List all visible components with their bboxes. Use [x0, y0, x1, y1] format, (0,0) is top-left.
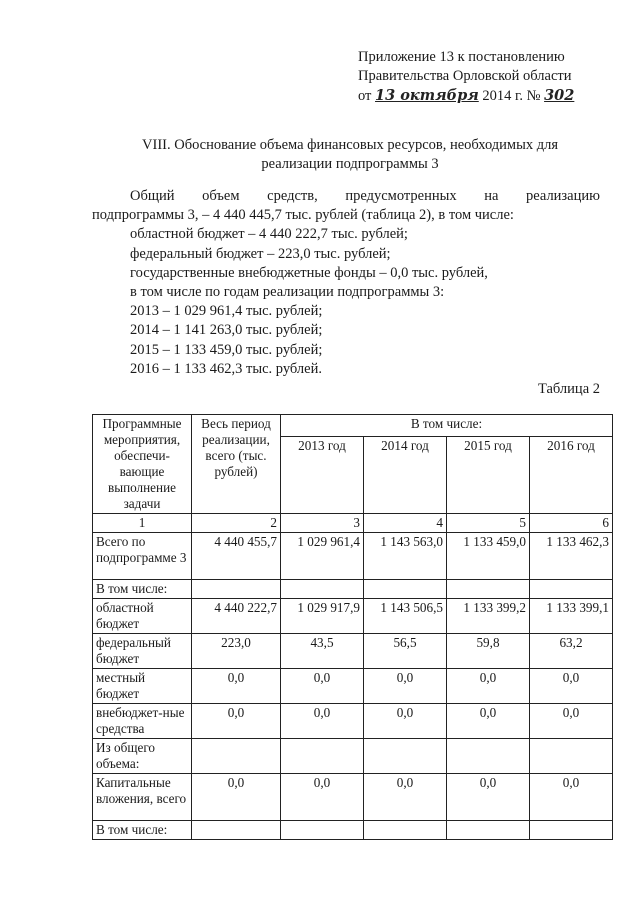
row-name: Капитальные вложения, всего — [93, 774, 192, 821]
body-line: 2016 – 1 133 462,3 тыс. рублей. — [130, 360, 322, 377]
row-2016: 0,0 — [530, 669, 613, 704]
col-number: 5 — [447, 514, 530, 533]
row-2015: 1 133 459,0 — [447, 533, 530, 580]
row-2016: 0,0 — [530, 704, 613, 739]
body-line: 2013 – 1 029 961,4 тыс. рублей; — [130, 303, 323, 320]
table-row — [93, 599, 613, 634]
body-line: областной бюджет – 4 440 222,7 тыс. рублей; — [130, 226, 408, 243]
row-name: федеральный бюджет — [93, 634, 192, 669]
table-number-row — [93, 514, 613, 533]
col-number: 1 — [93, 514, 192, 533]
col-number: 2 — [192, 514, 281, 533]
row-2016: 0,0 — [530, 774, 613, 821]
row-name: областной бюджет — [93, 599, 192, 634]
section-title-line-1: VIII. Обоснование объема финансовых ресурсов, необходимых для — [142, 137, 558, 153]
row-total — [192, 821, 281, 840]
header-year-2016: 2016 год — [530, 437, 613, 514]
row-2014 — [364, 580, 447, 599]
row-2014: 56,5 — [364, 634, 447, 669]
row-2016: 1 133 462,3 — [530, 533, 613, 580]
row-total: 0,0 — [192, 704, 281, 739]
row-2015 — [447, 580, 530, 599]
row-2013: 0,0 — [281, 704, 364, 739]
handwritten-number: 302 — [544, 87, 575, 104]
row-2015 — [447, 739, 530, 774]
body-text — [92, 187, 600, 379]
header-date-line — [358, 86, 618, 106]
handwritten-date: 13 октября — [375, 87, 479, 104]
col-number: 3 — [281, 514, 364, 533]
row-2013 — [281, 580, 364, 599]
row-2013: 0,0 — [281, 774, 364, 821]
table-row — [93, 774, 613, 821]
header-activities: Программные мероприятия, обеспечи-вающие выполнение задачи — [93, 415, 192, 514]
body-line: в том числе по годам реализации подпрограммы 3: — [130, 284, 445, 301]
header-line-1: Приложение 13 к постановлению — [358, 49, 565, 65]
col-number: 4 — [364, 514, 447, 533]
row-2014 — [364, 821, 447, 840]
table-label: Таблица 2 — [537, 381, 600, 397]
header-year-2015: 2015 год — [447, 437, 530, 514]
row-2013: 1 029 917,9 — [281, 599, 364, 634]
row-2016: 63,2 — [530, 634, 613, 669]
header-total-period: Весь период реализации, всего (тыс. рублей) — [192, 415, 281, 514]
row-2015: 0,0 — [447, 704, 530, 739]
row-name: Из общего объема: — [93, 739, 192, 774]
row-2015: 0,0 — [447, 774, 530, 821]
row-2014: 0,0 — [364, 774, 447, 821]
row-2014: 0,0 — [364, 704, 447, 739]
col-number: 6 — [530, 514, 613, 533]
word: реализацию — [526, 188, 600, 204]
date-year: 2014 г. № — [482, 88, 541, 104]
row-total: 0,0 — [192, 774, 281, 821]
row-2013 — [281, 821, 364, 840]
row-2015: 59,8 — [447, 634, 530, 669]
body-line: 2015 – 1 133 459,0 тыс. рублей; — [130, 341, 323, 358]
word: на — [484, 188, 499, 204]
date-prefix: от — [358, 88, 372, 104]
word: Общий — [130, 188, 175, 204]
row-2013: 1 029 961,4 — [281, 533, 364, 580]
header-group: В том числе: — [281, 415, 613, 437]
row-name: внебюджет-ные средства — [93, 704, 192, 739]
row-total: 4 440 455,7 — [192, 533, 281, 580]
table-header-row — [93, 415, 613, 437]
table-row — [93, 821, 613, 840]
table-row — [93, 704, 613, 739]
header-year-2013: 2013 год — [281, 437, 364, 514]
table-row — [93, 580, 613, 599]
row-2015: 0,0 — [447, 669, 530, 704]
table-row — [93, 533, 613, 580]
row-name: Всего по подпрограмме 3 — [93, 533, 192, 580]
row-2016 — [530, 821, 613, 840]
body-line: 2014 – 1 141 263,0 тыс. рублей; — [130, 322, 323, 339]
word: предусмотренных — [345, 188, 457, 204]
section-title-line-2: реализации подпрограммы 3 — [261, 156, 439, 172]
row-2014: 0,0 — [364, 669, 447, 704]
body-line: федеральный бюджет – 223,0 тыс. рублей; — [130, 245, 391, 262]
row-total: 223,0 — [192, 634, 281, 669]
word: объем — [202, 188, 240, 204]
row-name: В том числе: — [93, 821, 192, 840]
table-row — [93, 669, 613, 704]
row-2016 — [530, 739, 613, 774]
word: средств, — [267, 188, 318, 204]
row-name: местный бюджет — [93, 669, 192, 704]
table-row — [93, 739, 613, 774]
paragraph-first-line — [92, 187, 600, 206]
row-2015: 1 133 399,2 — [447, 599, 530, 634]
row-total — [192, 580, 281, 599]
row-2014 — [364, 739, 447, 774]
row-2016 — [530, 580, 613, 599]
row-2013: 0,0 — [281, 669, 364, 704]
row-total: 0,0 — [192, 669, 281, 704]
appendix-header — [358, 48, 618, 106]
row-2016: 1 133 399,1 — [530, 599, 613, 634]
funding-table — [92, 414, 613, 840]
row-2013: 43,5 — [281, 634, 364, 669]
section-title — [100, 136, 600, 174]
header-year-2014: 2014 год — [364, 437, 447, 514]
body-line: государственные внебюджетные фонды – 0,0 тыс. рублей, — [130, 264, 488, 281]
paragraph-continuation: подпрограммы 3, – 4 440 445,7 тыс. рублей (таблица 2), в том числе: — [92, 207, 514, 224]
row-2014: 1 143 506,5 — [364, 599, 447, 634]
row-total — [192, 739, 281, 774]
row-2013 — [281, 739, 364, 774]
table-row — [93, 634, 613, 669]
header-line-2: Правительства Орловской области — [358, 68, 572, 84]
row-name: В том числе: — [93, 580, 192, 599]
row-2014: 1 143 563,0 — [364, 533, 447, 580]
row-2015 — [447, 821, 530, 840]
row-total: 4 440 222,7 — [192, 599, 281, 634]
